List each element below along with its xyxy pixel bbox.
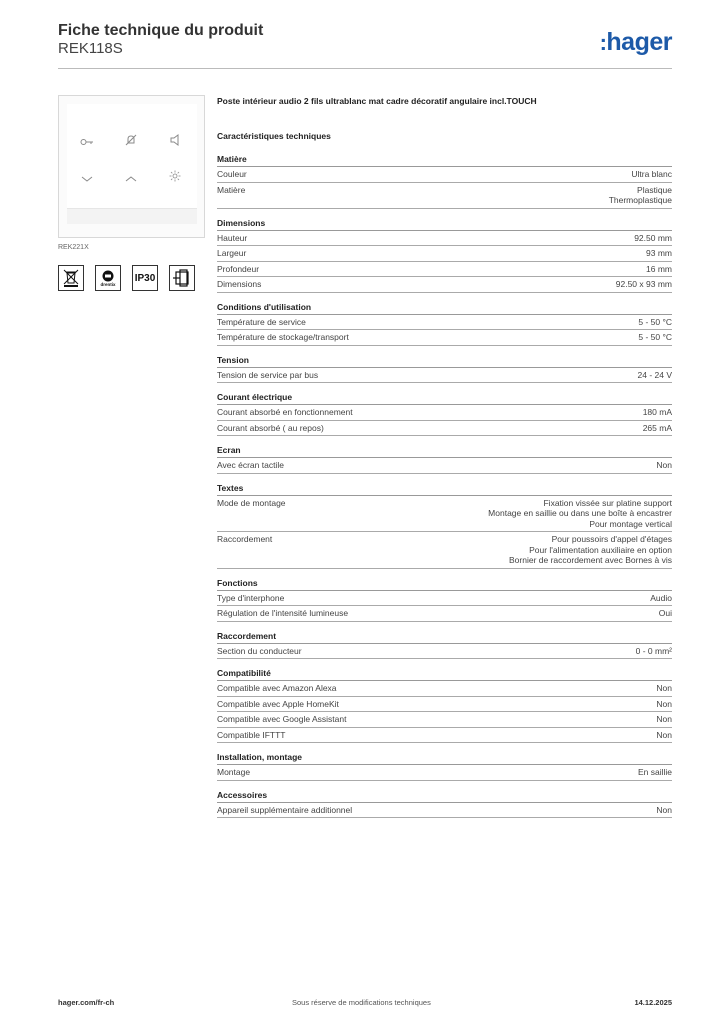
spec-row <box>217 606 672 622</box>
spec-value-line: 5 - 50 °C <box>638 316 672 327</box>
device-bottom-strip <box>67 208 197 224</box>
spec-section-title: Fonctions <box>217 578 672 591</box>
key-icon <box>79 136 95 150</box>
spec-value-line: Non <box>656 698 672 709</box>
chevron-down-icon <box>79 172 95 186</box>
spec-section-title: Ecran <box>217 445 672 458</box>
spec-value-line: Ultra blanc <box>631 169 672 179</box>
spec-label: Profondeur <box>217 263 260 274</box>
spec-section <box>217 790 672 819</box>
spec-row <box>217 712 672 728</box>
spec-value-line: 180 mA <box>642 407 672 417</box>
spec-row <box>217 262 672 278</box>
spec-value-line: Non <box>656 804 672 815</box>
speaker-icon <box>167 134 183 149</box>
spec-row <box>217 315 672 331</box>
footer-date: 14.12.2025 <box>634 998 672 1007</box>
spec-value-line: Pour montage vertical <box>589 518 672 529</box>
spec-section <box>217 631 672 660</box>
ip-rating-badge: IP30 <box>132 265 158 291</box>
spec-value-line: Bornier de raccordement avec Bornes à vis <box>509 555 672 565</box>
footer-website[interactable]: hager.com/fr-ch <box>58 998 115 1007</box>
spec-value-line: 0 - 0 mm² <box>635 645 672 656</box>
spec-value <box>609 185 672 206</box>
spec-section <box>217 218 672 293</box>
spec-section <box>217 392 672 436</box>
spec-section-title: Textes <box>217 483 672 496</box>
spec-section <box>217 302 672 346</box>
spec-label: Régulation de l'intensité lumineuse <box>217 608 349 618</box>
footer-notice: Sous réserve de modifications techniques <box>292 998 431 1007</box>
spec-row <box>217 183 672 209</box>
spec-section-title: Installation, montage <box>217 752 672 765</box>
spec-row <box>217 681 672 697</box>
spec-label: Avec écran tactile <box>217 460 284 470</box>
spec-value-line: Pour l'alimentation auxiliaire en option <box>529 544 672 555</box>
spec-value <box>634 233 672 244</box>
brightness-icon <box>167 170 183 185</box>
spec-label: Appareil supplémentaire additionnel <box>217 804 353 815</box>
spec-section <box>217 445 672 474</box>
spec-section-title: Raccordement <box>217 631 672 644</box>
spec-value <box>638 332 672 343</box>
spec-label: Montage <box>217 767 251 777</box>
spec-label: Compatible IFTTT <box>217 729 286 740</box>
spec-row <box>217 765 672 781</box>
device-panel <box>67 104 197 224</box>
spec-label: Matière <box>217 184 246 195</box>
spec-row <box>217 246 672 262</box>
spec-value-line: Non <box>656 683 672 693</box>
spec-label: Hauteur <box>217 232 248 243</box>
spec-section-title: Accessoires <box>217 790 672 803</box>
spec-label: Température de service <box>217 316 306 327</box>
spec-value <box>656 714 672 725</box>
spec-label: Compatible avec Amazon Alexa <box>217 683 337 693</box>
spec-label: Largeur <box>217 248 247 258</box>
spec-value <box>650 593 672 604</box>
weee-disposal-icon <box>58 265 84 291</box>
spec-value-line: 93 mm <box>646 248 672 258</box>
spec-label: Couleur <box>217 169 247 179</box>
spec-row <box>217 368 672 384</box>
image-caption: REK221X <box>58 244 89 251</box>
specs-heading: Caractéristiques techniques <box>217 131 331 141</box>
spec-value-line: Montage en saillie ou dans une boîte à encastrer <box>488 508 672 518</box>
spec-section <box>217 752 672 781</box>
certification-badges <box>58 265 195 291</box>
spec-section-title: Tension <box>217 355 672 368</box>
spec-row <box>217 644 672 660</box>
spec-value <box>656 730 672 741</box>
drentix-label: drentix <box>100 281 116 287</box>
product-reference: REK118S <box>58 40 123 57</box>
drentix-icon <box>95 265 121 291</box>
spec-value <box>643 423 672 434</box>
spec-row <box>217 231 672 247</box>
spec-value-line: 24 - 24 V <box>637 369 672 380</box>
spec-row <box>217 458 672 474</box>
spec-value-line: Plastique <box>637 184 672 195</box>
spec-value <box>643 407 672 418</box>
spec-section <box>217 483 672 569</box>
spec-section <box>217 578 672 622</box>
chevron-up-icon <box>123 172 139 186</box>
spec-value <box>656 460 672 471</box>
spec-value <box>659 608 672 619</box>
spec-value <box>509 534 672 566</box>
spec-row <box>217 167 672 183</box>
spec-label: Mode de montage <box>217 497 286 508</box>
spec-value-line: En saillie <box>637 767 672 777</box>
spec-label: Dimensions <box>217 279 262 289</box>
spec-section-title: Conditions d'utilisation <box>217 302 672 315</box>
spec-value-line: Audio <box>650 592 672 603</box>
spec-value-line: Thermoplastique <box>608 195 672 205</box>
bell-muted-icon <box>123 134 139 149</box>
spec-value <box>646 264 672 275</box>
spec-value-line: 92.50 x 93 mm <box>615 279 672 289</box>
product-image <box>58 95 205 238</box>
spec-row <box>217 405 672 421</box>
specs-table <box>217 154 672 827</box>
spec-value <box>656 699 672 710</box>
spec-value <box>638 370 673 381</box>
spec-row <box>217 532 672 569</box>
spec-row <box>217 803 672 819</box>
spec-label: Compatible avec Google Assistant <box>217 714 347 724</box>
spec-value-line: 265 mA <box>642 422 672 433</box>
spec-section-title: Compatibilité <box>217 668 672 681</box>
spec-row <box>217 496 672 533</box>
spec-value-line: 16 mm <box>646 263 672 274</box>
spec-value <box>656 683 672 694</box>
spec-row <box>217 591 672 607</box>
spec-row <box>217 330 672 346</box>
spec-value-line: Non <box>656 729 672 740</box>
spec-section <box>217 355 672 384</box>
spec-value <box>631 169 672 180</box>
spec-value-line: Pour poussoirs d'appel d'étages <box>551 534 672 544</box>
spec-label: Type d'interphone <box>217 592 285 603</box>
spec-value <box>638 317 672 328</box>
spec-value <box>616 279 672 290</box>
hager-logo: :hager <box>599 28 672 56</box>
spec-label: Compatible avec Apple HomeKit <box>217 698 339 709</box>
spec-label: Section du conducteur <box>217 645 302 656</box>
spec-row <box>217 277 672 293</box>
spec-value-line: 92.50 mm <box>634 232 672 243</box>
spec-value <box>656 805 672 816</box>
spec-value-line: Oui <box>658 608 672 618</box>
spec-section-title: Dimensions <box>217 218 672 231</box>
spec-value <box>636 646 672 657</box>
spec-label: Courant absorbé ( au repos) <box>217 422 324 433</box>
spec-value-line: Fixation vissée sur platine support <box>543 497 672 508</box>
flush-mount-icon <box>169 265 195 291</box>
spec-section <box>217 154 672 209</box>
spec-row <box>217 697 672 713</box>
spec-label: Tension de service par bus <box>217 369 319 380</box>
spec-label: Raccordement <box>217 534 273 544</box>
header-divider <box>58 68 672 69</box>
spec-label: Température de stockage/transport <box>217 332 349 342</box>
spec-value-line: 5 - 50 °C <box>638 332 672 342</box>
spec-row <box>217 421 672 437</box>
spec-section-title: Courant électrique <box>217 392 672 405</box>
spec-value-line: Non <box>656 460 672 470</box>
spec-row <box>217 728 672 744</box>
spec-label: Courant absorbé en fonctionnement <box>217 407 353 417</box>
spec-value <box>488 498 672 530</box>
logo-text: hager <box>606 28 672 56</box>
spec-section <box>217 668 672 743</box>
product-description: Poste intérieur audio 2 fils ultrablanc mat cadre décoratif angulaire incl.TOUCH <box>217 96 537 106</box>
spec-value <box>638 767 672 778</box>
spec-value <box>646 248 672 259</box>
page-title: Fiche technique du produit <box>58 22 264 39</box>
spec-value-line: Non <box>656 714 672 724</box>
spec-section-title: Matière <box>217 154 672 167</box>
